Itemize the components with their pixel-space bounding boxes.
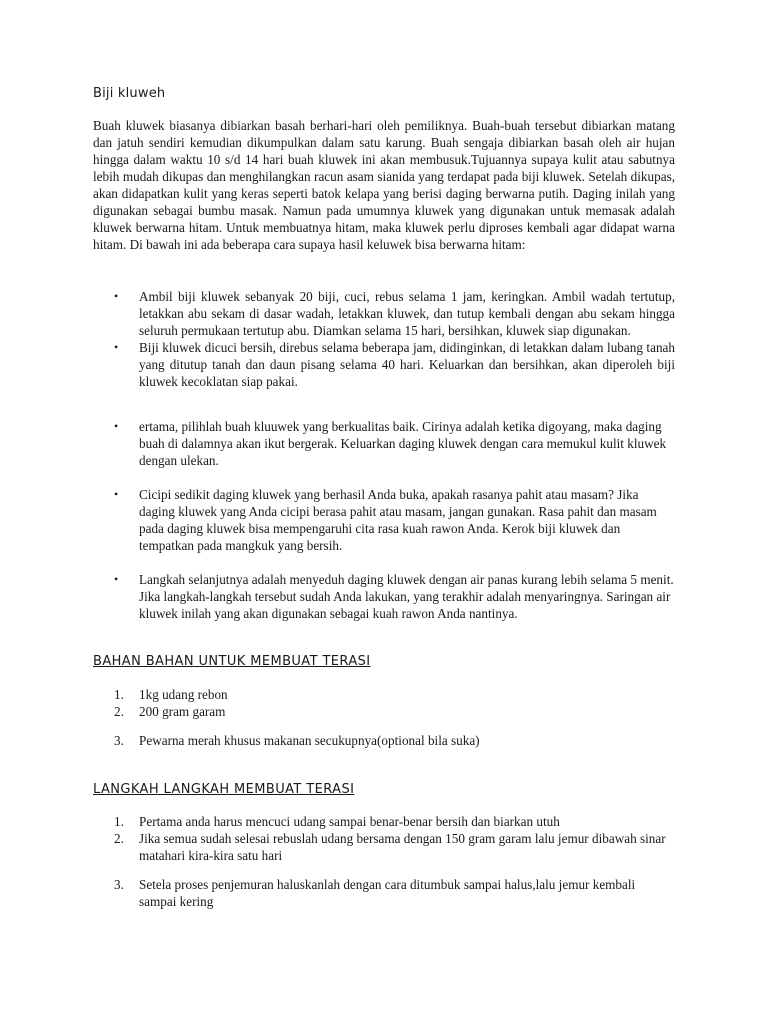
ingredients-list — [93, 732, 675, 749]
list-number: 1. — [114, 687, 124, 702]
list-item — [93, 703, 675, 720]
bullet-list — [93, 486, 675, 554]
bullet-icon: • — [114, 340, 119, 354]
list-number: 2. — [114, 704, 124, 719]
list-number: 3. — [114, 877, 124, 892]
list-item — [93, 686, 675, 703]
bullet-text: Biji kluwek dicuci bersih, direbus selama beberapa jam, didinginkan, di letakkan dalam lubang tanah yang ditutup tanah dan daun pisang selama 40 hari. Keluarkan dan bersihkan, akan diperoleh biji kluwek kecoklatan siap pakai. — [139, 340, 675, 389]
bullet-text: Langkah selanjutnya adalah menyeduh daging kluwek dengan air panas kurang lebih selama 5 menit. Jika langkah-langkah tersebut sudah Anda lakukan, yang terakhir adalah menyaringnya. Saringan air kluwek inilah yang akan digunakan sebagai kuah rawon Anda nantinya. — [139, 572, 674, 621]
list-item — [93, 876, 675, 910]
bullet-icon: • — [114, 487, 119, 501]
list-text: Pewarna merah khusus makanan secukupnya(optional bila suka) — [139, 733, 480, 748]
bullet-text: Cicipi sedikit daging kluwek yang berhasil Anda buka, apakah rasanya pahit atau masam? Jika daging kluwek yang Anda cicipi berasa pahit atau masam, jangan gunakan. Rasa pahit dan masam pada daging kluwek bisa mempengaruhi cita rasa kuah rawon Anda. Kerok biji kluwek dan tempatkan pada mangkuk yang bersih. — [139, 487, 657, 553]
bullet-icon: • — [114, 572, 119, 586]
bullet-text: ertama, pilihlah buah kluuwek yang berkualitas baik. Cirinya adalah ketika digoyang, maka daging buah di dalamnya akan ikut bergerak. Keluarkan daging kluwek dengan cara memukul kulit kluwek dengan ulekan. — [139, 419, 667, 468]
list-text: Setela proses penjemuran haluskanlah dengan cara ditumbuk sampai halus,lalu jemur kembali sampai kering — [139, 877, 636, 909]
list-text: Jika semua sudah selesai rebuslah udang bersama dengan 150 gram garam lalu jemur dibawah sinar matahari kira-kira satu hari — [139, 831, 666, 863]
ingredients-list — [93, 686, 675, 720]
bullet-list — [93, 288, 675, 390]
steps-list — [93, 813, 675, 864]
list-item — [93, 732, 675, 749]
bullet-icon: • — [114, 419, 119, 433]
list-text: 1kg udang rebon — [139, 687, 228, 702]
bullet-icon: • — [114, 289, 119, 303]
bullet-item — [93, 571, 675, 622]
list-item — [93, 813, 675, 830]
steps-heading: LANGKAH LANGKAH MEMBUAT TERASI — [93, 782, 355, 797]
list-text: 200 gram garam — [139, 704, 226, 719]
steps-list — [93, 876, 675, 910]
bullet-item — [93, 339, 675, 390]
bullet-list — [93, 571, 675, 622]
bullet-list — [93, 418, 675, 469]
list-text: Pertama anda harus mencuci udang sampai benar-benar bersih dan biarkan utuh — [139, 814, 560, 829]
list-number: 2. — [114, 831, 124, 846]
document-title: Biji kluweh — [93, 86, 166, 101]
bullet-item — [93, 288, 675, 339]
bullet-item — [93, 486, 675, 554]
list-item — [93, 830, 675, 864]
list-number: 3. — [114, 733, 124, 748]
ingredients-heading: BAHAN BAHAN UNTUK MEMBUAT TERASI — [93, 654, 371, 669]
list-number: 1. — [114, 814, 124, 829]
bullet-item — [93, 418, 675, 469]
intro-paragraph: Buah kluwek biasanya dibiarkan basah berhari-hari oleh pemiliknya. Buah-buah tersebut dibiarkan matang dan jatuh sendiri kemudian dikumpulkan dalam satu karung. Buah sengaja dibiarkan basah oleh air hujan hingga dalam waktu 10 s/d 14 hari buah kluwek ini akan membusuk.Tujuannya supaya kulit atau sabutnya lebih mudah dikupas dan menghilangkan racun asam sianida yang terdapat pada biji kluwek. Setelah dikupas, akan didapatkan kulit yang keras seperti batok kelapa yang berisi daging berwarna putih. Daging inilah yang digunakan sebagai bumbu masak. Namun pada umumnya kluwek yang digunakan untuk memasak adalah kluwek berwarna hitam. Untuk membuatnya hitam, maka kluwek perlu diproses kembali agar didapat warna hitam. Di bawah ini ada beberapa cara supaya hasil keluwek bisa berwarna hitam: — [93, 118, 675, 252]
bullet-text: Ambil biji kluwek sebanyak 20 biji, cuci, rebus selama 1 jam, keringkan. Ambil wadah tertutup, letakkan abu sekam di dasar wadah, letakkan kluwek, dan tutup kembali dengan abu sekam hingga seluruh permukaan tertutup abu. Diamkan selama 15 hari, bersihkan, kluwek siap digunakan. — [139, 289, 675, 338]
